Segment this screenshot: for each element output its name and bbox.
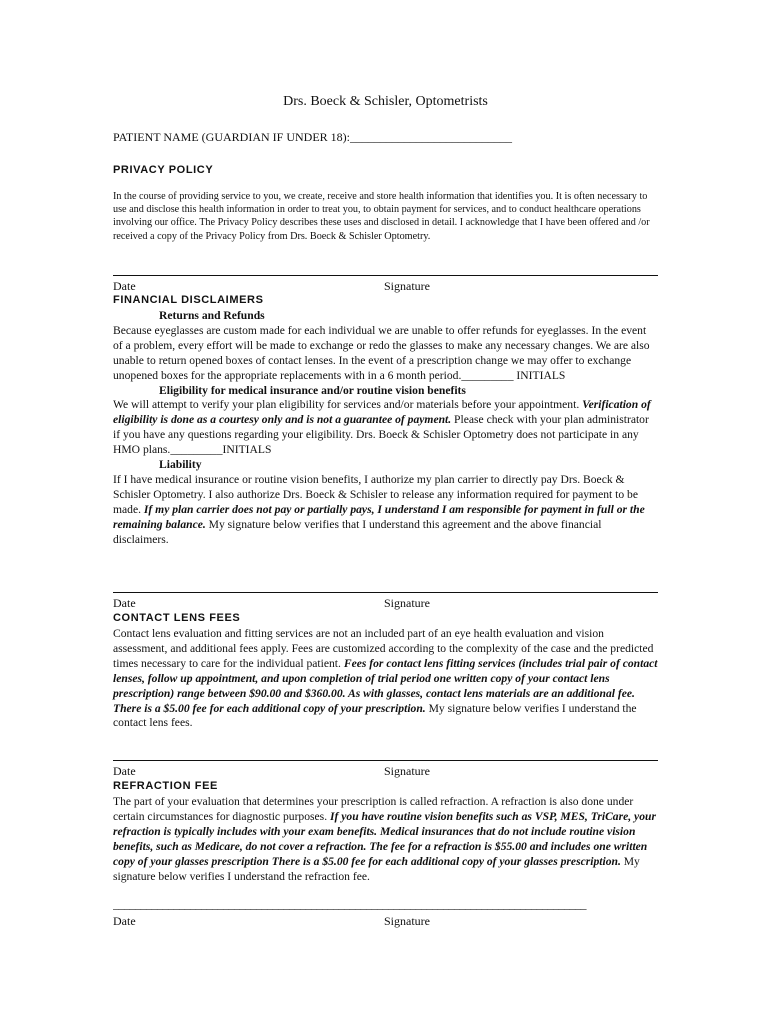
privacy-policy-text: In the course of providing service to you, we create, receive and store health information that identifies you. It is often necessary to use and disclose this health information in order to treat you, to obtain payment for services, and to conduct healthcare operations involving our office. The Privacy Policy describes these uses and disclosed in detail. I acknowledge that I have been offered and /or received a copy of the Privacy Policy from Drs. Boeck & Schisler Optometry. [113, 191, 650, 242]
liability-title: Liability [159, 458, 202, 472]
date-label: Date [113, 279, 136, 293]
liability-text: If I have medical insurance or routine vision benefits, I authorize my plan carrier to directly pay Drs. Boeck & Schisler Optometry. I also authorize Drs. Boeck & Schisler to release any information required for payment to be made. If my plan carrier does not pay or partially pays, I understand I am responsible for payment in full or the remaining balance. My signature below verifies that I understand this agreement and the above financial disclaimers. [113, 472, 645, 546]
eligibility-text: We will attempt to verify your plan eligibility for services and/or materials before your appointment. Verification of eligibility is done as a courtesy only and is not a guarantee of payment. Please check with your plan administrator if you have any questions regarding your eligibility. Drs. Boeck & Schisler Optometry does not participate in any HMO plans._________INITIALS [113, 398, 651, 457]
returns-refunds-title: Returns and Refunds [159, 309, 265, 322]
signature-label: Signature [384, 596, 430, 610]
date-label: Date [113, 914, 136, 928]
signature-line-financial[interactable] [113, 592, 658, 593]
signature-line-privacy[interactable] [113, 275, 658, 276]
financial-disclaimers-body [113, 309, 658, 548]
contact-lens-fees-text: Contact lens evaluation and fitting services are not an included part of an eye health evaluation and vision assessment, and additional fees apply. Fees are customized according to the complexity of the case and the predicted times necessary to care for the individual patient. Fees for contact lens fitting services (includes trial pair of contact lenses, follow up appointment, and upon completion of trial period one written copy of your contact lens prescription) range between $90.00 and $360.00. As with glasses, contact lens materials are an additional fee. There is a $5.00 fee for each additional copy of your prescription. My signature below verifies I understand the contact lens fees. [113, 627, 658, 730]
refraction-fee-heading: REFRACTION FEE [113, 780, 218, 792]
date-label: Date [113, 596, 136, 610]
returns-refunds-text: Because eyeglasses are custom made for each individual we are unable to offer refunds for eyeglasses. In the event of a problem, every effort will be made to exchange or redo the glasses to make any necessary changes. We are also unable to return opened boxes of contact lenses. In the event of a prescription change we may offer to exchange unopened boxes for the appropriate replacements with in a 6 month period._________ INITIALS [113, 323, 650, 382]
financial-disclaimers-heading: FINANCIAL DISCLAIMERS [113, 294, 264, 306]
privacy-policy-heading: PRIVACY POLICY [113, 164, 214, 176]
signature-line-refraction[interactable]: ______________________________________________________________________________________ [113, 897, 586, 911]
document-title: Drs. Boeck & Schisler, Optometrists [283, 94, 488, 109]
signature-line-contact[interactable] [113, 760, 658, 761]
contact-lens-fees-heading: CONTACT LENS FEES [113, 612, 241, 624]
refraction-fee-text: The part of your evaluation that determines your prescription is called refraction. A refraction is also done under certain circumstances for diagnostic purposes. If you have routine vision benefits such as VSP, MES, TriCare, your refraction is typically includes with your exam benefits. Medical insurances that do not include routine vision benefits, such as Medicare, do not cover a refraction. The fee for a refraction is $55.00 and includes one written copy of your glasses prescription There is a $5.00 fee for each additional copy of your glasses prescription. My signature below verifies I understand the refraction fee. [113, 795, 656, 883]
eligibility-title: Eligibility for medical insurance and/or routine vision benefits [159, 383, 466, 397]
signature-label: Signature [384, 764, 430, 778]
signature-label: Signature [384, 914, 430, 928]
signature-label: Signature [384, 279, 430, 293]
patient-name-field[interactable]: PATIENT NAME (GUARDIAN IF UNDER 18):___________________________ [113, 130, 512, 144]
date-label: Date [113, 764, 136, 778]
